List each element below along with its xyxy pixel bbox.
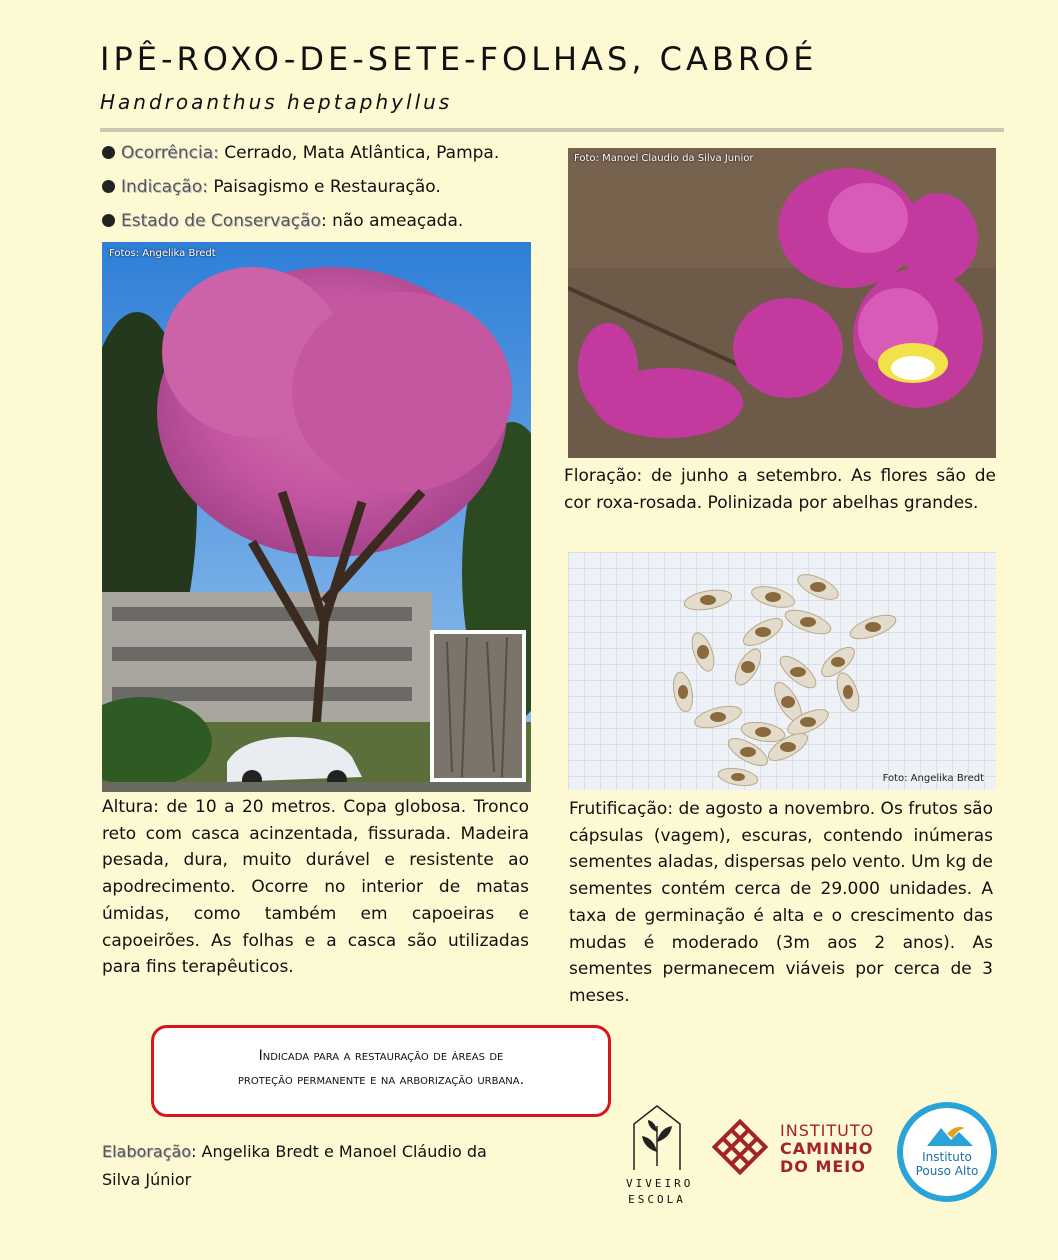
banner-line-1: Indicada para a restauração de áreas de	[258, 1048, 504, 1064]
seeds-photo-illustration	[568, 552, 996, 790]
tree-photo-credit: Fotos: Angelika Bredt	[109, 248, 216, 259]
fruiting-text: Frutificação: de agosto a novembro. Os frutos são cápsulas (vagem), escuras, contendo inúmeras sementes aladas, dispersas pelo vento. Um kg de sementes contém cerca de 29.000 unidades. A taxa de germinação é alta e o crescimento das mudas é moderado (3m aos 2 anos). As sementes permanecem viáveis por cerca de 3 meses.	[569, 799, 993, 1006]
bullet-icon	[102, 180, 115, 193]
authors-credit: Elaboração: Angelika Bredt e Manoel Cláudio da Silva Júnior	[102, 1142, 487, 1189]
seeds-photo	[568, 552, 996, 790]
instituto-logo-line-1: INSTITUTO	[780, 1121, 875, 1140]
flowering-text: Floração: de junho a setembro. As flores são de cor roxa-rosada. Polinizada por abelhas grandes.	[564, 466, 996, 513]
tree-photo	[102, 242, 531, 792]
restoration-banner	[151, 1025, 611, 1117]
endless-knot-icon	[708, 1114, 772, 1180]
info-occurrence: Ocorrência: Cerrado, Mata Atlântica, Pampa.	[102, 143, 499, 163]
instituto-logo-line-3: DO MEIO	[780, 1157, 866, 1176]
flower-photo-credit: Foto: Manoel Claudio da Silva Junior	[574, 153, 754, 164]
header-divider	[100, 128, 1004, 132]
bird-mountain-icon	[925, 1122, 975, 1150]
instituto-pouso-alto-logo	[897, 1102, 997, 1202]
instituto-logo-line-2: CAMINHO	[780, 1139, 874, 1158]
bullet-icon	[102, 214, 115, 227]
tree-photo-illustration	[102, 242, 531, 792]
pouso-logo-line-1: Instituto	[922, 1150, 972, 1164]
scientific-name: Handroanthus heptaphyllus	[100, 90, 453, 114]
description-text: Altura: de 10 a 20 metros. Copa globosa. Tronco reto com casca acinzentada, fissurada. Madeira pesada, dura, muito durável e resistente ao apodrecimento. Ocorre no interior de matas úmidas, como também em capoeiras e capoeirões. As folhas e a casca são utilizadas para fins terapêuticos.	[102, 797, 529, 978]
sprout-icon	[626, 1102, 688, 1172]
flower-photo-illustration	[568, 148, 996, 458]
viveiro-logo-line-1: VIVEIRO	[626, 1177, 694, 1190]
info-indication: Indicação: Paisagismo e Restauração.	[102, 177, 441, 197]
instituto-caminho-do-meio-logo	[708, 1114, 878, 1184]
pouso-logo-line-2: Pouso Alto	[915, 1164, 979, 1178]
seeds-photo-credit: Foto: Angelika Bredt	[882, 773, 984, 784]
bullet-icon	[102, 146, 115, 159]
info-conservation: Estado de Conservação: não ameaçada.	[102, 211, 463, 231]
flower-photo	[568, 148, 996, 458]
page-title: IPÊ-ROXO-DE-SETE-FOLHAS, CABROÉ	[100, 40, 818, 78]
viveiro-escola-logo	[626, 1102, 694, 1206]
viveiro-logo-line-2: ESCOLA	[628, 1193, 686, 1206]
banner-line-2: proteção permanente e na arborização urbana.	[237, 1072, 525, 1088]
